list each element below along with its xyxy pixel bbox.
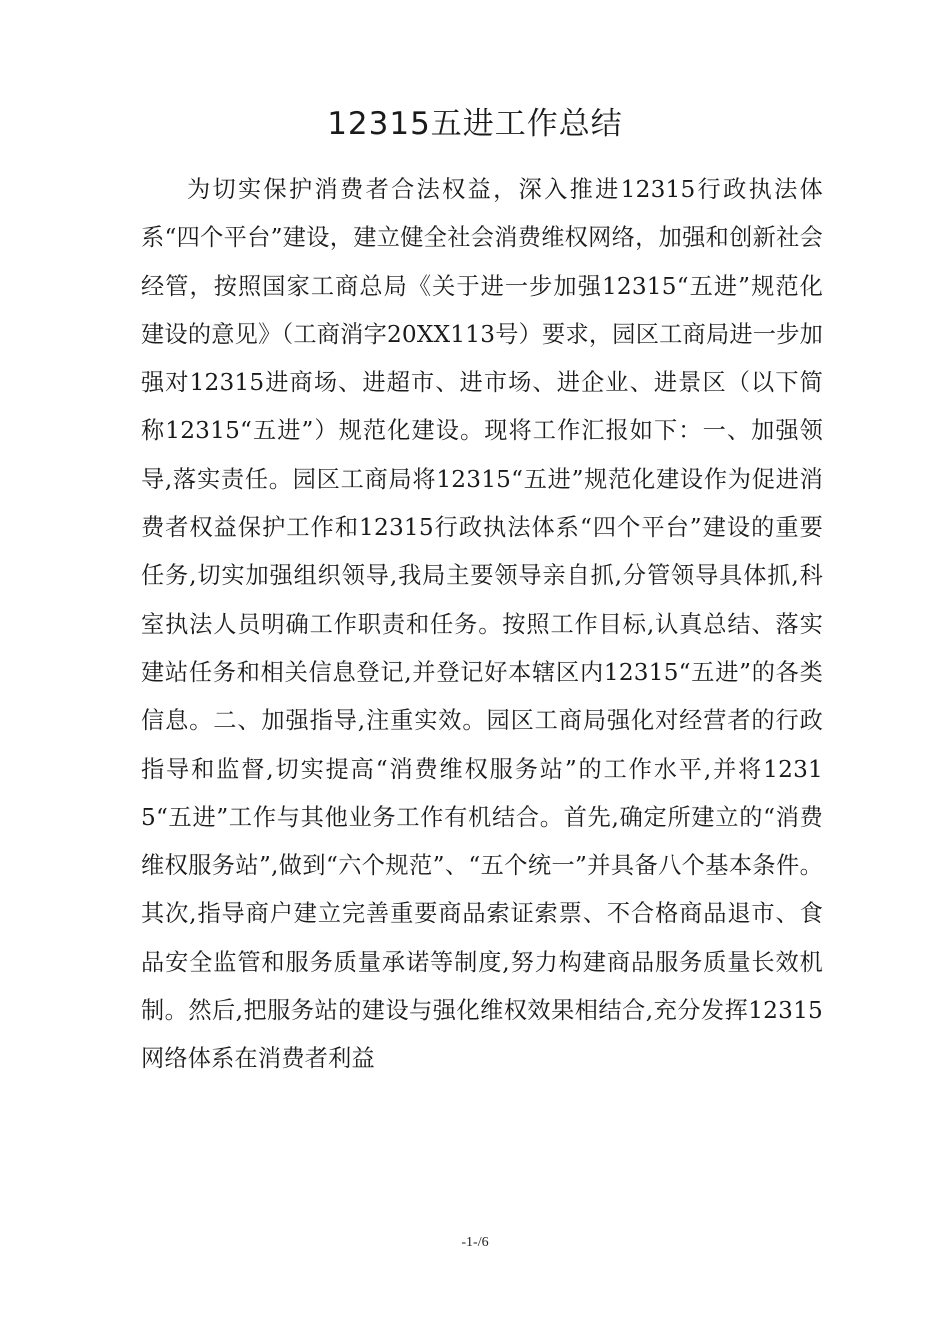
page-number: -1-/6 [461, 1235, 489, 1250]
document-title: 12315五进工作总结 [327, 106, 623, 142]
document-body-paragraph: 为切实保护消费者合法权益，深入推进12315行政执法体系“四个平台”建设，建立健全社会消费维权网络，加强和创新社会经管，按照国家工商总局《关于进一步加强12315“五进”规范化建设的意见》（工商消字20XX113号）要求，园区工商局进一步加强对12315进商场、进超市、进市场、进企业、进景区（以下简称12315“五进”）规范化建设。现将工作汇报如下：一、加强领导,落实责任。园区工商局将12315“五进”规范化建设作为促进消费者权益保护工作和12315行政执法体系“四个平台”建设的重要任务,切实加强组织领导,我局主要领导亲自抓,分管领导具体抓,科室执法人员明确工作职责和任务。按照工作目标,认真总结、落实建站任务和相关信息登记,并登记好本辖区内12315“五进”的各类信息。二、加强指导,注重实效。园区工商局强化对经营者的行政指导和监督,切实提高“消费维权服务站”的工作水平,并将12315“五进”工作与其他业务工作有机结合。首先,确定所建立的“消费维权服务站”,做到“六个规范”、“五个统一”并具备八个基本条件。其次,指导商户建立完善重要商品索证索票、不合格商品退市、食品安全监管和服务质量承诺等制度,努力构建商品服务质量长效机制。然后,把服务站的建设与强化维权效果相结合,充分发挥12315网络体系在消费者利益 [141, 176, 823, 1073]
